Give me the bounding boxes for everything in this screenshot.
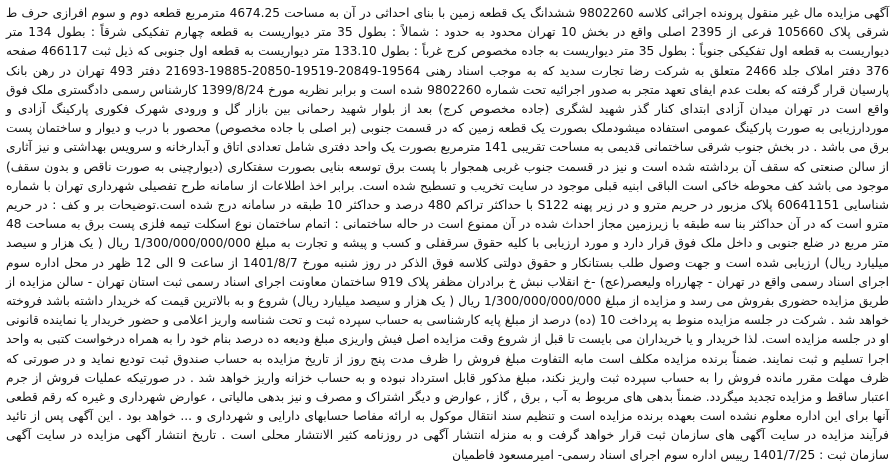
notice-body: آگهی مزایده مال غیر منقول پرونده اجرائی کلاسه 9802260 ششدانگ یک قطعه زمین با بنای احداثی در آن به مساحت 4674.25 مترمربع قطعه دوم و سوم افرازی حرف ط شرقی پلاک 105660 فرعی از 2395 اصلی واقع در بخش 10 تهران محدود به حدود : شمالاً : بطول 35 متر دیواریست به قطعه چهارم تفکیکی شرقاً : بطول 134 متر دیواریست به قطعه اول تفکیکی جنوباً : بطول 35 متر دیواریست به جاده مخصوص کرج غرباً : بطول 133.10 متر دیواریست به قطعه اول جنوبی که ذیل ثبت 466117 صفحه 376 دفتر املاک جلد 2466 متعلق به شرکت رضا تجارت سدید که به موجب اسناد رهنی 19564-20849-19519-20850-19885-21693 دفتر 493 تهران در رهن بانک پارسیان قرار گرفته که بعلت عدم ایفای تعهد متجر به صدور اجرائیه تحت شماره 9802260 شده است و برابر نظریه مورخ 1399/8/24 کارشناس رسمی دادگستری ملک فوق واقع است در تهران میدان آزادی ابتدای کنار گذر شهید لشگری (جاده مخصوص کرج) بعد از بلوار شهید رحمانی بین بازار گل و ورودی شهرک فکوری پارکینگ آزادی و موردارزیابی به صورت پارکینگ عمومی استفاده میشودملک بصورت یک قطعه زمین که در قسمت جنوبی (بر اصلی با جاده مخصوص) محصور با درب و دیوار و ساختمان پست برق می باشد . در بخش جنوب شرقی ساختمانی قدیمی به مساحت تقریبی 141 مترمربع بصورت یک واحد دفتری شامل تعدادی اتاق و آبدارخانه و سرویس بهداشتی و نیز آثاری از سالن صنعتی که سقف آن برداشته شده است و نیز در قسمت جنوب غربی همجوار با پست برق توسعه بنایی بصورت سفتکاری (دیوارچینی به صورت ناقص و بدون سقف) موجود می باشد کف محوطه خاکی است الباقی ابنیه قبلی موجود در سایت تخریب و تسطیح شده است. برابر اخذ اطلاعات از سامانه طرح تفصیلی شهرداری تهران با شماره شناسایی 60641151 پلاک مزبور در حریم مترو و در زیر پهنه S122 با حداکثر تراکم 480 درصد و حداکثر 10 طبقه در سامانه درج شده است.توضیحات بر و کف : در حریم مترو است که در آن حداکثر بنا سه طبقه با زیرزمین مجاز احداث شده در آن ممنوع است در حاله ساختمانی : اتمام ساختمان نوع اسکلت تیمه فلزی پست برق به مساحت 48 متر مربع در ضلع جنوبی و داخل ملک فوق قرار دارد و مورد ارزیابی با کلیه حقوق سرقفلی و کسب و پیشه و تجارت به مبلغ 1/300/000/000/000 ریال ( یک هزار و سیصد میلیارد ریال) ارزیابی شده است و جهت وصول طلب بستانکار و حقوق دولتی کلاسه فوق الذکر در روز شنبه مورخ 1401/8/7 از ساعت 9 الی 12 ظهر در محل اداره سوم اجرای اسناد رسمی واقع در تهران - چهارراه ولیعصر(عج) -خ انقلاب نبش خ برادران مظفر پلاک 919 ساختمان معاونت اجرای اسناد رسمی ثبت استان تهران - سالن مزایده از طریق مزایده حضوری بفروش می رسد و مزایده از مبلغ 1/300/000/000/000 ریال ( یک هزار و سیصد میلیارد ریال) شروع و به بالاترین قیمت که خریدار داشته باشد فروخته خواهد شد . شرکت در جلسه مزایده منوط به پرداخت 10 (ده) درصد از مبلغ پایه کارشناسی به حساب سپرده ثبت و تحت شناسه واریز اعلامی و حضور خریدار یا نماینده قانونی او در جلسه مزایده است. لذا خریدار و یا خریداران می بایست تا قبل از شروع وقت مزایده اصل فیش واریزی مبلغ ودیعه ده درصد بنام خود را به همراه درخواست کتبی به واحد اجرا تسلیم و ثبت نمایند. ضمناً برنده مزایده مکلف است مابه التفاوت مبلغ فروش را ظرف مدت پنج روز از تاریخ مزایده به حساب صندوق ثبت تودیع نماید و در صورتی که ظرف مهلت مقرر مانده فروش را به حساب سپرده ثبت واریز نکند، مبلغ مذکور قابل استرداد نبوده و به حساب خزانه واریز خواهد شد . در صورتیکه عملیات فروش از جرم اعتبار ساقط و مزایده تجدید میگردد. ضمناً بدهی های مربوط به آب , برق , گاز , عوارض و دیگر اشتراک و مصرف و نیز بدهی مالیاتی ، عوارض شهرداری و غیره که رقم قطعی آنها برای این اداره معلوم نشده است بعهده برنده مزایده است و تنظیم سند انتقال موکول به ارائه مفاصا حسابهای دارایی و شهرداری و ... خواهد بود . این آگهی پس از تائید فرآیند مزایده در سایت آگهی های سازمان ثبت قرار خواهد گرفت و به منزله انتشار آگهی در روزنامه کثیر الانتشار محلی است . تاریخ انتشار آگهی مزایده در سایت آگهی سازمان ثبت : 1401/7/25 رییس اداره سوم اجرای اسناد رسمی- امیرمسعود فاطمیان — [6, 6, 890, 462]
